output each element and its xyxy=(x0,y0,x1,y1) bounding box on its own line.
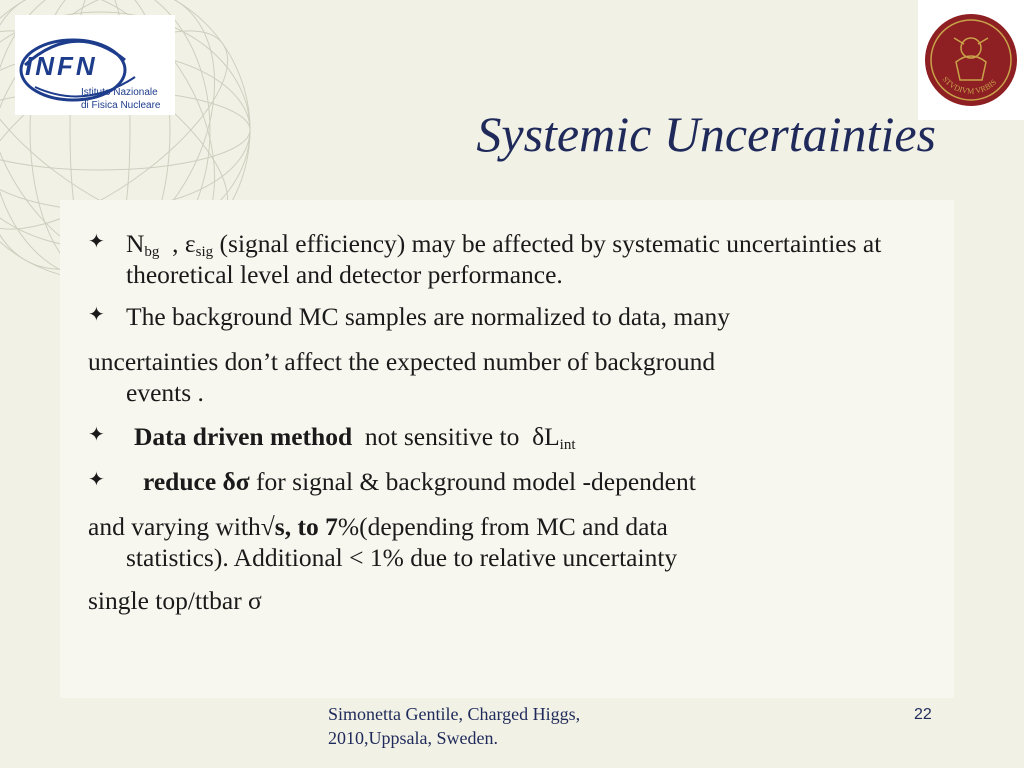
bullet-item-5: single top/ttbar σ xyxy=(88,585,262,615)
bullet-star-icon: ✦ xyxy=(88,231,105,253)
seal-icon xyxy=(918,0,1024,120)
slide-title: Systemic Uncertainties xyxy=(476,106,936,162)
svg-text:INFN: INFN xyxy=(25,51,98,81)
bullet-item-2: ✦ The background MC samples are normalized to data, many xyxy=(88,302,731,332)
footer-citation: Simonetta Gentile, Charged Higgs, 2010,Uppsala, Sweden. xyxy=(328,704,581,749)
svg-text:Istituto Nazionale: Istituto Nazionale xyxy=(81,87,158,98)
bullet-star-icon: ✦ xyxy=(88,423,105,446)
bullet-item-3: ✦ Data driven method not sensitive to $\delta L_{int}$ xyxy=(88,421,576,453)
infn-logo xyxy=(15,15,175,115)
infn-logo-icon xyxy=(15,15,175,115)
bullet-item-2-continuation: uncertainties don’t affect the expected number of background events . xyxy=(88,347,716,408)
bullet-star-icon: ✦ xyxy=(88,304,105,327)
slide-body xyxy=(88,228,968,627)
bullet-item-1: ✦ $N_{bg}$ , $\varepsilon_{sig}$ (signal efficiency) may be affected by systematic uncertainties at theoretical level and detector performance. xyxy=(88,229,882,290)
sapienza-seal-logo xyxy=(918,0,1024,120)
bullet-item-4-continuation: and varying with√s, to 7%(depending from MC and data statistics). Additional < 1% due to relative uncertainty xyxy=(88,511,678,572)
bullet-item-4: ✦ reduce δσ for signal & background model -dependent xyxy=(88,466,696,496)
svg-text:STVDIVM VRBIS: STVDIVM VRBIS xyxy=(940,74,999,96)
svg-text:di Fisica Nucleare: di Fisica Nucleare xyxy=(81,100,161,111)
page-number: 22 xyxy=(914,706,932,723)
bullet-star-icon: ✦ xyxy=(88,468,105,491)
